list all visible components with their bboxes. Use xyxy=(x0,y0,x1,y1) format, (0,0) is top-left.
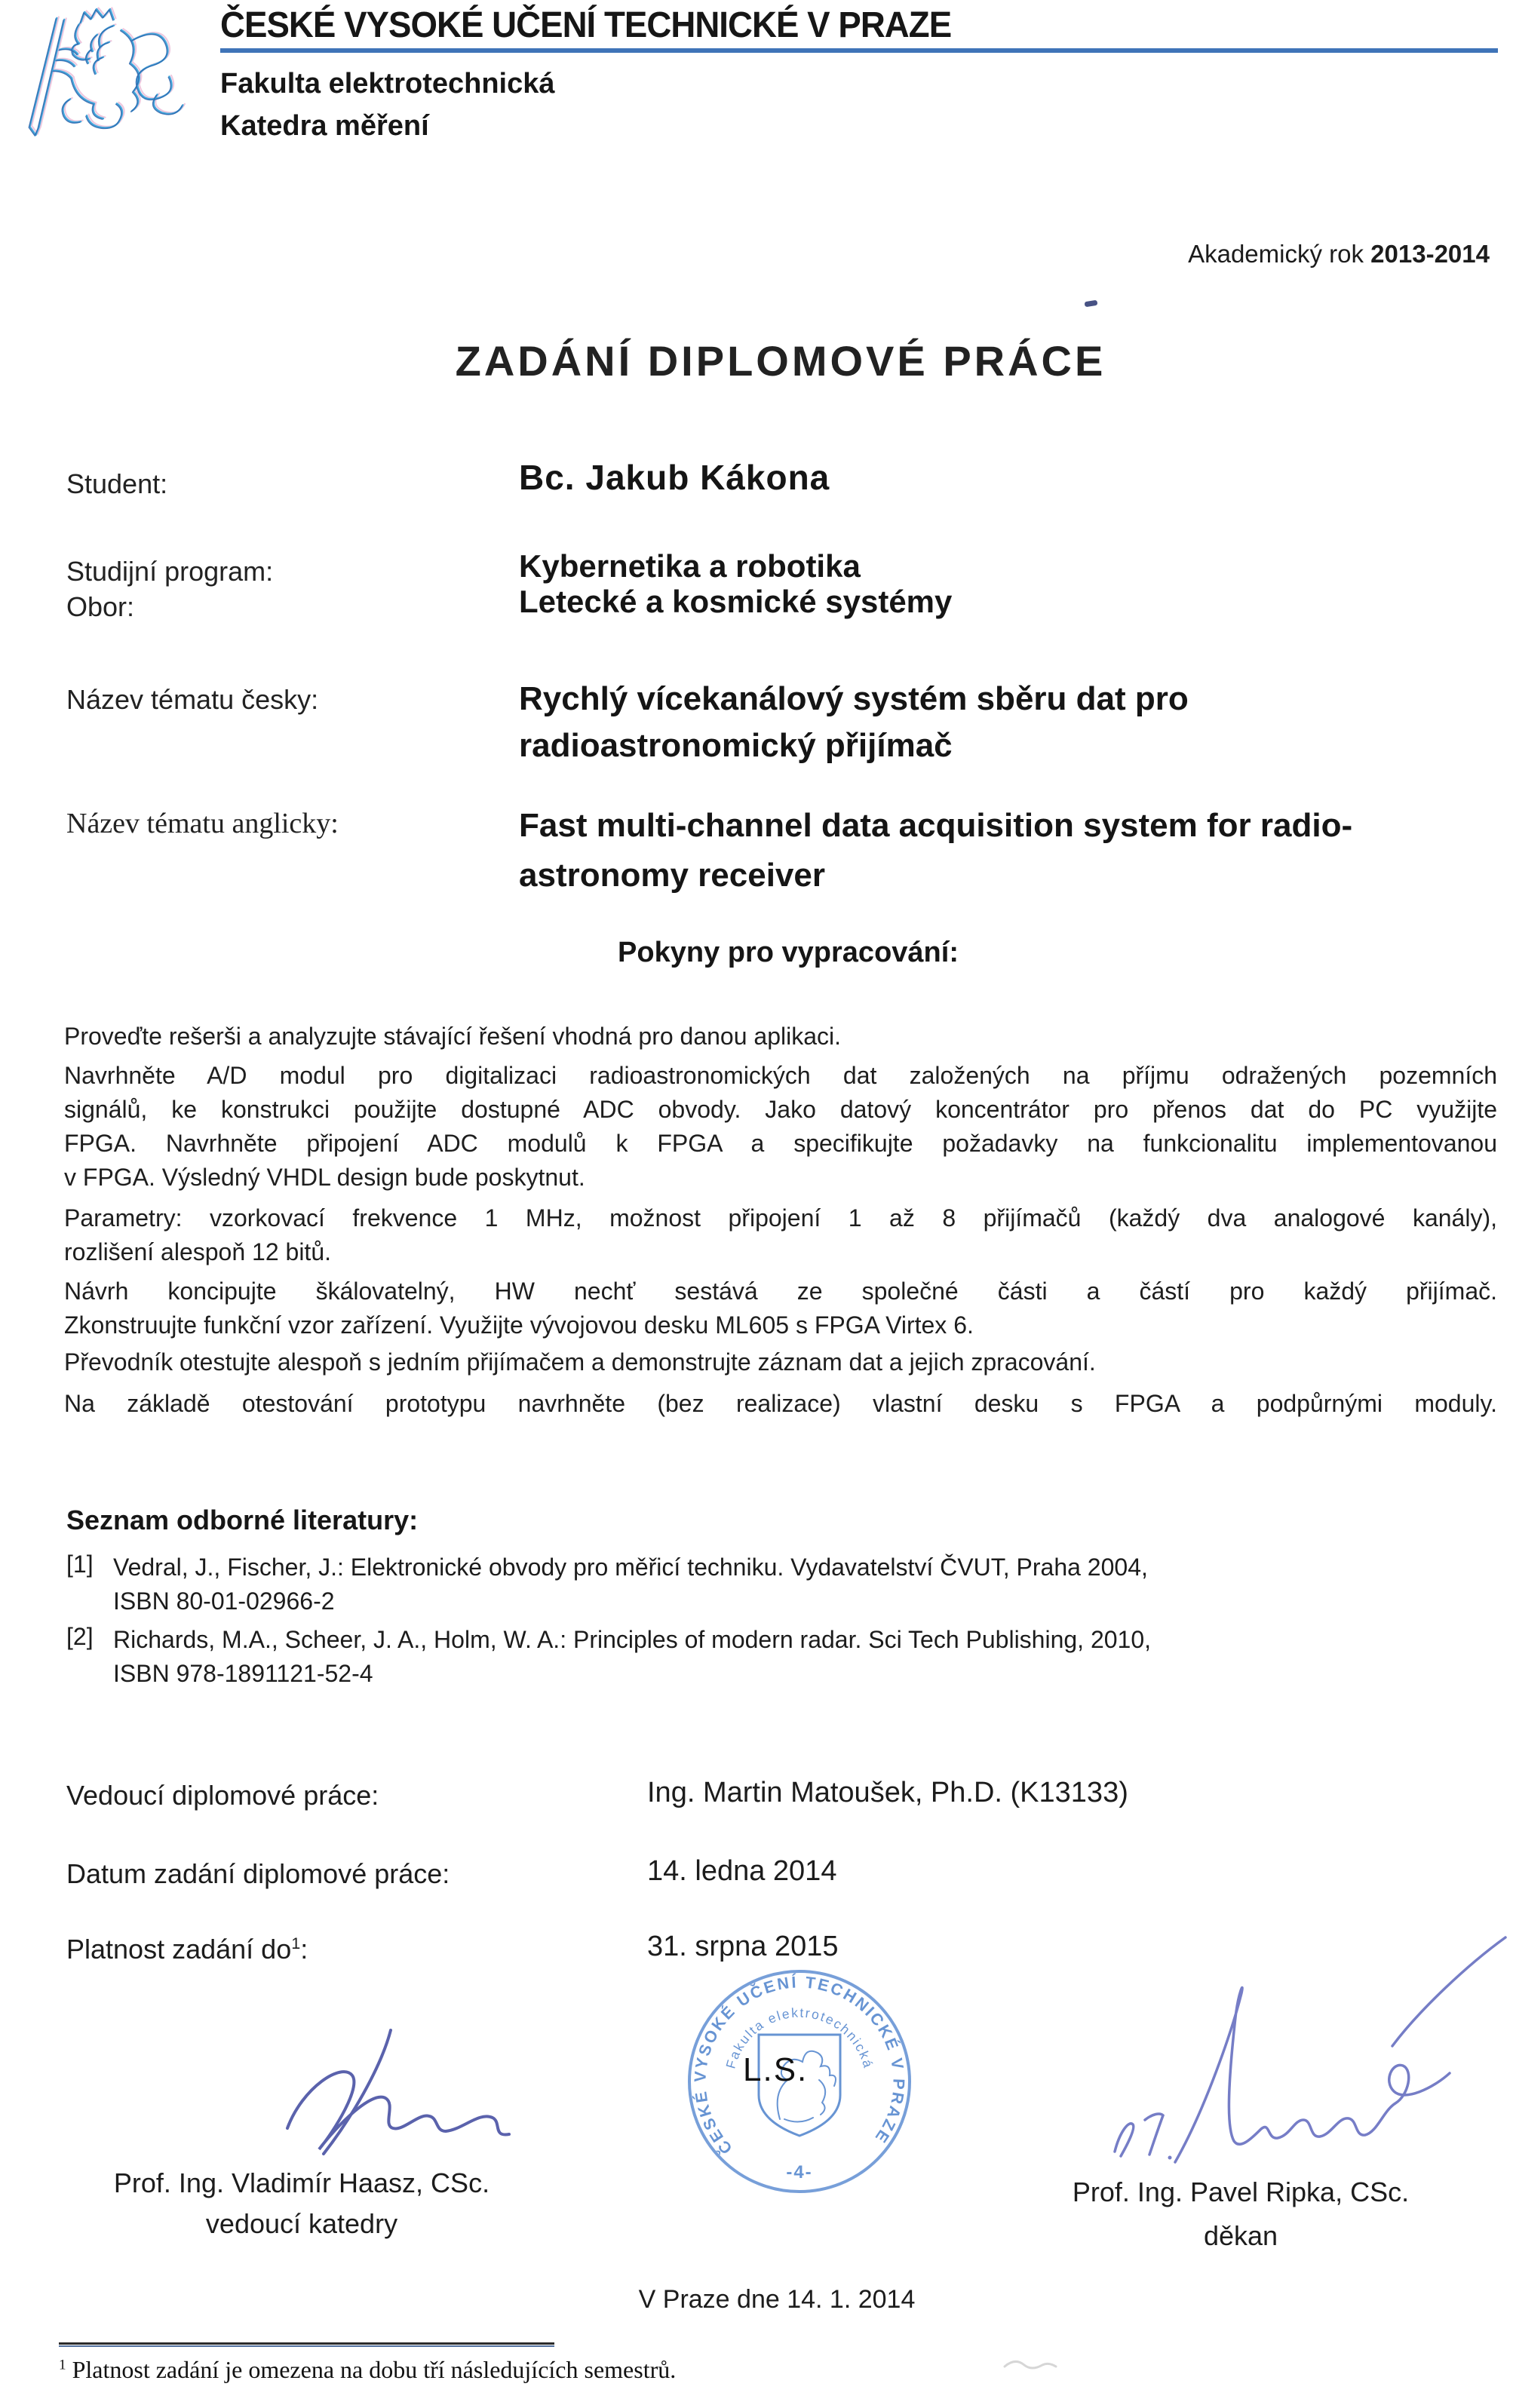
topic-cs-value xyxy=(519,676,1513,769)
literature-item xyxy=(113,1623,1498,1691)
paragraph-line: Na základě otestování prototypu navrhněte (bez realizace) vlastní desku s FPGA a podpůrnými moduly. xyxy=(64,1390,1497,1417)
stamp-bottom-text: -4- xyxy=(786,2162,813,2183)
instructions-paragraph xyxy=(64,1201,1497,1269)
left-signer xyxy=(72,2163,532,2244)
academic-year xyxy=(1188,240,1490,268)
literature-item-marker: [2] xyxy=(66,1623,94,1650)
literature-item xyxy=(113,1551,1498,1618)
paragraph-line: Návrh koncipujte škálovatelný, HW nechť sestává ze společné části a částí pro každý přijímač. xyxy=(64,1278,1497,1305)
academic-year-label: Akademický rok xyxy=(1188,240,1364,268)
right-signer-role: děkan xyxy=(1203,2220,1278,2251)
right-signer-name: Prof. Ing. Pavel Ripka, CSc. xyxy=(1072,2176,1410,2207)
supervisor-value: Ing. Martin Matoušek, Ph.D. (K13133) xyxy=(647,1777,1128,1808)
program-value: Kybernetika a robotika xyxy=(519,548,861,584)
literature-heading: Seznam odborné literatury: xyxy=(66,1505,419,1535)
instructions-paragraph xyxy=(64,1059,1497,1195)
topic-en-line2: astronomy receiver xyxy=(519,857,825,894)
student-label: Student: xyxy=(66,468,168,499)
literature-line: Vedral, J., Fischer, J.: Elektronické obvody pro měřicí techniku. Vydavatelství ČVUT, Praha 2004, xyxy=(113,1554,1148,1581)
left-signer-name: Prof. Ing. Vladimír Haasz, CSc. xyxy=(113,2167,490,2198)
academic-year-value: 2013-2014 xyxy=(1370,240,1490,268)
footnote-rule xyxy=(59,2342,554,2347)
branch-value: Letecké a kosmické systémy xyxy=(519,584,953,619)
university-name: ČESKÉ VYSOKÉ UČENÍ TECHNICKÉ V PRAZE xyxy=(220,5,952,45)
validity-label: Platnost zadání do$^1$: xyxy=(66,1934,308,1965)
pencil-smudge xyxy=(1003,2354,1066,2374)
literature-line: Richards, M.A., Scheer, J. A., Holm, W. A.: Principles of modern radar. Sci Tech Publishing, 2010, xyxy=(113,1626,1152,1653)
document-title: ZADÁNÍ DIPLOMOVÉ PRÁCE xyxy=(455,337,1106,385)
paragraph-line: rozlišení alespoň 12 bitů. xyxy=(64,1238,331,1265)
faculty-name: Fakulta elektrotechnická xyxy=(220,68,555,100)
scan-stray-mark xyxy=(1085,300,1098,308)
footnote-text: Platnost zadání je omezena na dobu tří následujících semestrů. xyxy=(72,2356,677,2383)
ls-mark: L.S. xyxy=(743,2051,809,2088)
paragraph-line: Proveďte rešerši a analyzujte stávající řešení vhodná pro danou aplikaci. xyxy=(64,1023,842,1050)
place-date: V Praze dne 14. 1. 2014 xyxy=(638,2285,916,2314)
left-signer-role: vedoucí katedry xyxy=(205,2208,398,2239)
paragraph-line: FPGA. Navrhněte připojení ADC modulů k FPGA a specifikujte požadavky na funkcionalitu implementovanou xyxy=(64,1130,1497,1157)
assignment-date-value: 14. ledna 2014 xyxy=(647,1855,837,1887)
header-rule xyxy=(220,48,1498,53)
paragraph-line: signálů, ke konstrukci použijte dostupné ADC obvody. Jako datový koncentrátor pro přenos dat do PC využijte xyxy=(64,1096,1497,1123)
cvut-lion-logo-icon xyxy=(6,3,196,142)
topic-cs-line2: radioastronomický přijímač xyxy=(519,727,953,764)
topic-cs-label: Název tématu česky: xyxy=(66,684,319,715)
stamp-inner-text: Fakulta elektrotechnická xyxy=(723,2005,876,2071)
paragraph-line: Zkonstruujte funkční vzor zařízení. Využijte vývojovou desku ML605 s FPGA Virtex 6. xyxy=(64,1311,974,1339)
program-label: Studijní program: xyxy=(66,556,274,587)
instructions-paragraph xyxy=(64,1345,1497,1379)
instructions-heading: Pokyny pro vypracování: xyxy=(618,937,959,968)
instructions-paragraph xyxy=(64,1275,1497,1342)
footnote xyxy=(59,2356,676,2384)
topic-en-value xyxy=(519,801,1513,900)
ripka-signature xyxy=(1079,1919,1513,2187)
branch-label: Obor: xyxy=(66,591,135,622)
instructions-paragraph xyxy=(64,1387,1497,1421)
footnote-mark: 1 xyxy=(59,2357,66,2373)
validity-footnote-mark: 1 xyxy=(291,1934,301,1952)
stamp-ring-text: ČESKÉ VYSOKÉ UČENÍ TECHNICKÉ V PRAZE xyxy=(691,1973,908,2158)
assignment-date-label: Datum zadání diplomové práce: xyxy=(66,1858,450,1889)
student-name: Bc. Jakub Kákona xyxy=(519,458,830,497)
literature-item-marker: [1] xyxy=(66,1551,94,1578)
validity-value: 31. srpna 2015 xyxy=(647,1931,839,1962)
literature-line: ISBN 80-01-02966-2 xyxy=(113,1587,335,1615)
right-signer xyxy=(1026,2170,1456,2258)
topic-en-line1: Fast multi-channel data acquisition system for radio- xyxy=(519,807,1353,844)
paragraph-line: Navrhněte A/D modul pro digitalizaci radioastronomických dat založených na příjmu odražených pozemních xyxy=(64,1062,1497,1089)
paragraph-line: Převodník otestujte alespoň s jedním přijímačem a demonstrujte záznam dat a jejich zpracování. xyxy=(64,1348,1096,1376)
topic-cs-line1: Rychlý vícekanálový systém sběru dat pro xyxy=(519,680,1189,717)
topic-en-label: Název tématu anglicky: xyxy=(66,808,339,839)
literature-line: ISBN 978-1891121-52-4 xyxy=(113,1660,373,1687)
haasz-signature xyxy=(253,1998,554,2172)
instructions-paragraph xyxy=(64,1020,1497,1054)
supervisor-label: Vedoucí diplomové práce: xyxy=(66,1780,379,1811)
paragraph-line: v FPGA. Výsledný VHDL design bude poskytnut. xyxy=(64,1164,585,1191)
paragraph-line: Parametry: vzorkovací frekvence 1 MHz, možnost připojení 1 až 8 přijímačů (každý dva analogové kanály), xyxy=(64,1204,1497,1232)
department-name: Katedra měření xyxy=(220,110,429,142)
